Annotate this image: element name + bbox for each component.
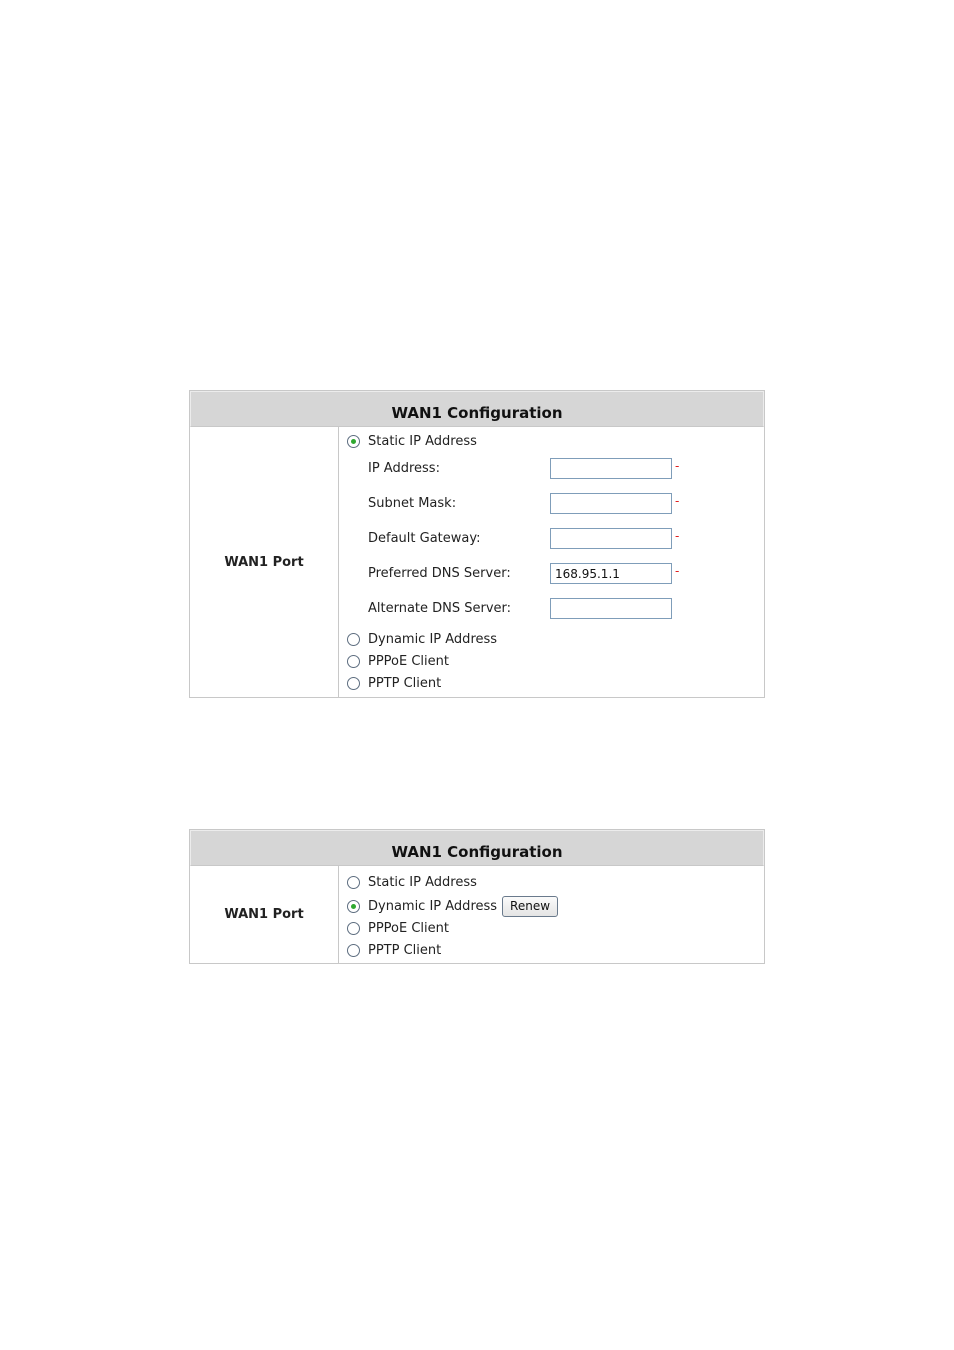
- panel-title: WAN1 Configuration: [190, 830, 764, 866]
- radio-label: Static IP Address: [368, 433, 477, 449]
- default-gateway-input[interactable]: [550, 528, 672, 549]
- radio-empty-icon[interactable]: [347, 922, 360, 935]
- renew-button[interactable]: Renew: [502, 896, 558, 917]
- default-gateway-row: [368, 528, 688, 550]
- radio-pppoe-client[interactable]: [347, 652, 449, 670]
- ip-address-label: IP Address:: [368, 461, 440, 476]
- radio-label: PPTP Client: [368, 675, 442, 691]
- wan1-port-label: WAN1 Port: [190, 866, 339, 963]
- radio-static-ip[interactable]: [347, 873, 477, 891]
- radio-selected-icon[interactable]: [347, 900, 360, 913]
- preferred-dns-input[interactable]: [550, 563, 672, 584]
- wan1-port-options: [339, 866, 764, 963]
- radio-empty-icon[interactable]: [347, 876, 360, 889]
- required-mark: -: [675, 529, 680, 543]
- radio-label: Static IP Address: [368, 874, 477, 890]
- ip-address-input[interactable]: [550, 458, 672, 479]
- wan1-config-panel-dynamic: [189, 829, 765, 964]
- radio-static-ip[interactable]: [347, 432, 477, 450]
- preferred-dns-label: Preferred DNS Server:: [368, 566, 511, 581]
- wan1-port-options: [339, 427, 764, 697]
- required-mark: -: [675, 494, 680, 508]
- alternate-dns-row: [368, 598, 688, 620]
- radio-pppoe-client[interactable]: [347, 919, 449, 937]
- wan1-config-panel-static: [189, 390, 765, 698]
- radio-pptp-client[interactable]: [347, 674, 441, 692]
- preferred-dns-row: [368, 563, 688, 585]
- radio-selected-icon[interactable]: [347, 435, 360, 448]
- default-gateway-label: Default Gateway:: [368, 531, 481, 546]
- radio-label: Dynamic IP Address: [368, 631, 498, 647]
- required-mark: -: [675, 459, 680, 473]
- radio-empty-icon[interactable]: [347, 944, 360, 957]
- radio-label: PPTP Client: [368, 942, 442, 958]
- wan1-port-label: WAN1 Port: [190, 427, 339, 697]
- radio-dynamic-ip[interactable]: [347, 630, 497, 648]
- required-mark: -: [675, 564, 680, 578]
- ip-address-row: [368, 458, 688, 480]
- alternate-dns-label: Alternate DNS Server:: [368, 601, 512, 616]
- alternate-dns-input[interactable]: [550, 598, 672, 619]
- subnet-mask-row: [368, 493, 688, 515]
- radio-label: Dynamic IP Address: [368, 898, 498, 914]
- radio-empty-icon[interactable]: [347, 677, 360, 690]
- subnet-mask-label: Subnet Mask:: [368, 496, 457, 511]
- panel-title: WAN1 Configuration: [190, 391, 764, 427]
- radio-empty-icon[interactable]: [347, 655, 360, 668]
- radio-dynamic-ip[interactable]: [347, 895, 558, 917]
- radio-pptp-client[interactable]: [347, 941, 441, 959]
- radio-empty-icon[interactable]: [347, 633, 360, 646]
- radio-label: PPPoE Client: [368, 920, 449, 936]
- radio-label: PPPoE Client: [368, 653, 449, 669]
- subnet-mask-input[interactable]: [550, 493, 672, 514]
